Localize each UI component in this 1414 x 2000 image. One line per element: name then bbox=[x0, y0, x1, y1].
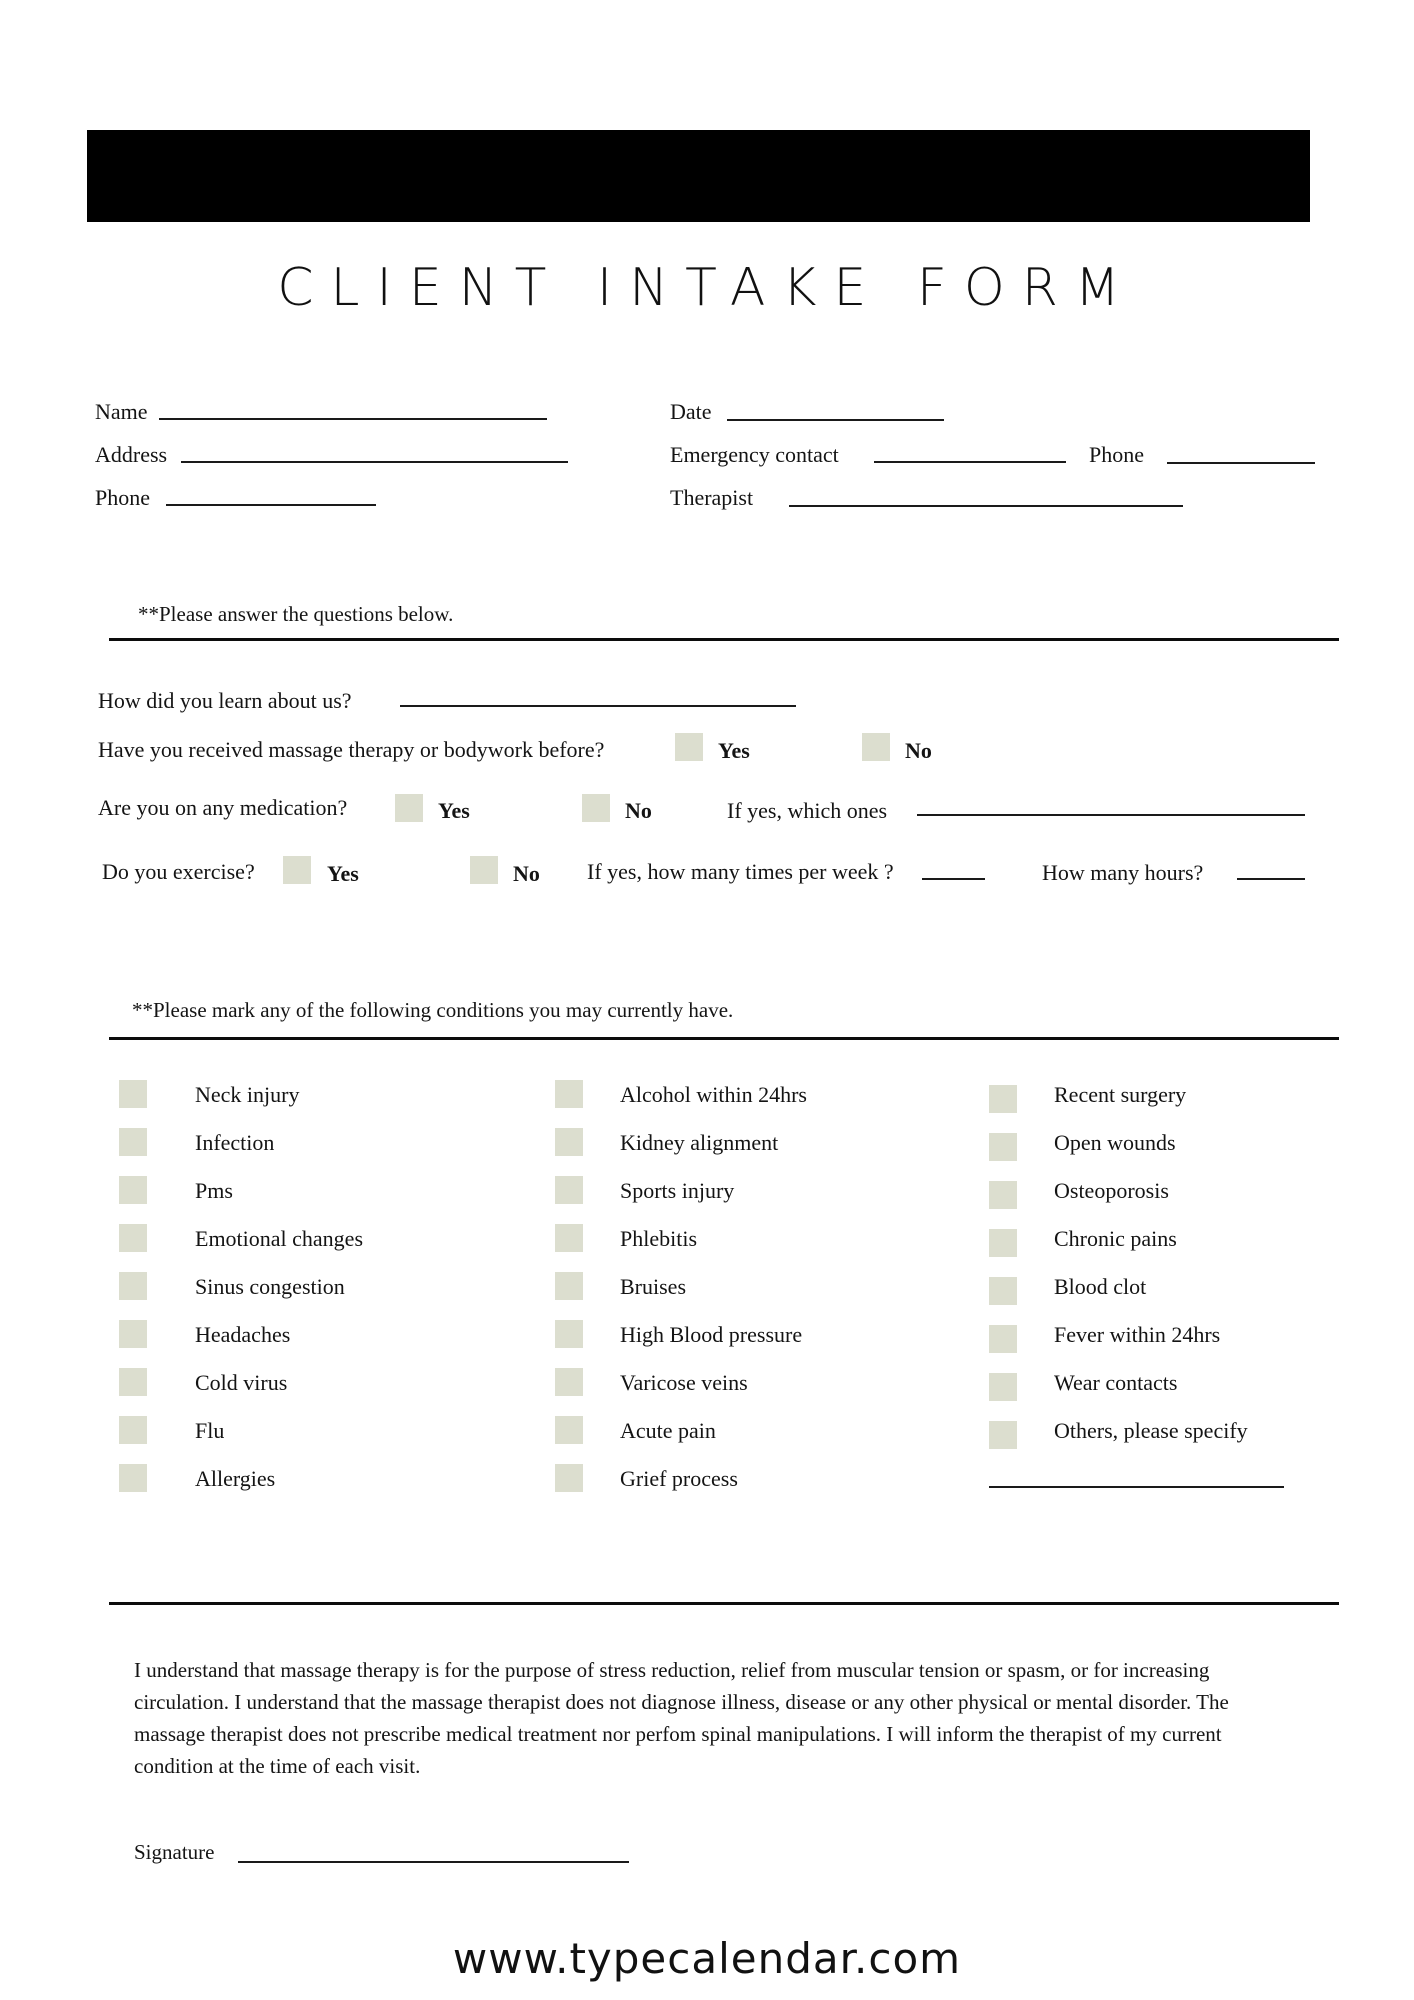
condition-label: Sinus congestion bbox=[195, 1274, 345, 1299]
question-prior-massage: Have you received massage therapy or bodywork before? bbox=[98, 737, 605, 762]
phone-field[interactable] bbox=[166, 504, 376, 506]
condition-checkbox[interactable] bbox=[555, 1320, 583, 1348]
other-condition-specify-field[interactable] bbox=[989, 1486, 1284, 1488]
question-exercise: Do you exercise? bbox=[102, 859, 255, 884]
condition-checkbox[interactable] bbox=[989, 1277, 1017, 1305]
condition-label: Cold virus bbox=[195, 1370, 288, 1395]
condition-label: Others, please specify bbox=[1054, 1418, 1248, 1443]
condition-label: Emotional changes bbox=[195, 1226, 364, 1251]
address-label: Address bbox=[95, 442, 168, 467]
prior-massage-yes-checkbox[interactable] bbox=[675, 733, 703, 761]
condition-label: Kidney alignment bbox=[620, 1130, 779, 1155]
condition-checkbox[interactable] bbox=[555, 1464, 583, 1492]
condition-checkbox[interactable] bbox=[989, 1373, 1017, 1401]
condition-label: Blood clot bbox=[1054, 1274, 1147, 1299]
condition-label: Bruises bbox=[620, 1274, 686, 1299]
signature-field[interactable] bbox=[238, 1861, 629, 1863]
prior-massage-yes-label: Yes bbox=[718, 738, 750, 763]
exercise-no-label: No bbox=[513, 861, 540, 886]
medication-which-field[interactable] bbox=[917, 814, 1305, 816]
question-medication: Are you on any medication? bbox=[98, 795, 348, 820]
emergency-contact-field[interactable] bbox=[874, 461, 1066, 463]
condition-checkbox[interactable] bbox=[119, 1272, 147, 1300]
condition-checkbox[interactable] bbox=[119, 1128, 147, 1156]
header-banner bbox=[87, 130, 1310, 222]
conditions-instruction: **Please mark any of the following conditions you may currently have. bbox=[132, 998, 734, 1022]
questions-instruction: **Please answer the questions below. bbox=[138, 602, 454, 626]
medication-yes-label: Yes bbox=[438, 798, 470, 823]
learn-about-us-field[interactable] bbox=[400, 705, 796, 707]
medication-followup-label: If yes, which ones bbox=[727, 798, 888, 823]
date-label: Date bbox=[670, 399, 712, 424]
condition-checkbox[interactable] bbox=[555, 1416, 583, 1444]
medication-no-label: No bbox=[625, 798, 652, 823]
condition-checkbox[interactable] bbox=[555, 1368, 583, 1396]
condition-label: Acute pain bbox=[620, 1418, 716, 1443]
medication-no-checkbox[interactable] bbox=[582, 794, 610, 822]
form-title: CLIENT INTAKE FORM bbox=[277, 258, 1137, 318]
condition-checkbox[interactable] bbox=[119, 1176, 147, 1204]
therapist-label: Therapist bbox=[670, 485, 754, 510]
condition-label: Allergies bbox=[195, 1466, 276, 1491]
condition-label: Osteoporosis bbox=[1054, 1178, 1169, 1203]
signature-label: Signature bbox=[134, 1840, 215, 1864]
prior-massage-no-checkbox[interactable] bbox=[862, 733, 890, 761]
emergency-phone-field[interactable] bbox=[1167, 462, 1315, 464]
condition-checkbox[interactable] bbox=[989, 1325, 1017, 1353]
condition-checkbox[interactable] bbox=[555, 1272, 583, 1300]
condition-label: Sports injury bbox=[620, 1178, 735, 1203]
emergency-phone-label: Phone bbox=[1089, 442, 1144, 467]
condition-checkbox[interactable] bbox=[555, 1128, 583, 1156]
exercise-no-checkbox[interactable] bbox=[470, 856, 498, 884]
section-divider bbox=[109, 638, 1339, 641]
section-divider bbox=[109, 1602, 1339, 1605]
prior-massage-no-label: No bbox=[905, 738, 932, 763]
exercise-frequency-label: If yes, how many times per week ? bbox=[587, 859, 894, 884]
phone-label: Phone bbox=[95, 485, 150, 510]
condition-checkbox[interactable] bbox=[989, 1085, 1017, 1113]
condition-checkbox[interactable] bbox=[119, 1416, 147, 1444]
condition-label: Alcohol within 24hrs bbox=[620, 1082, 807, 1107]
condition-label: Open wounds bbox=[1054, 1130, 1176, 1155]
name-field[interactable] bbox=[159, 418, 547, 420]
condition-checkbox[interactable] bbox=[555, 1176, 583, 1204]
name-label: Name bbox=[95, 399, 148, 424]
exercise-frequency-field[interactable] bbox=[922, 878, 985, 880]
condition-checkbox[interactable] bbox=[555, 1080, 583, 1108]
condition-label: Flu bbox=[195, 1418, 225, 1443]
emergency-contact-label: Emergency contact bbox=[670, 442, 839, 467]
condition-checkbox[interactable] bbox=[555, 1224, 583, 1252]
condition-label: Wear contacts bbox=[1054, 1370, 1178, 1395]
condition-label: Varicose veins bbox=[620, 1370, 748, 1395]
exercise-yes-checkbox[interactable] bbox=[283, 856, 311, 884]
footer-website: www.typecalendar.com bbox=[452, 1934, 962, 1983]
condition-checkbox[interactable] bbox=[119, 1464, 147, 1492]
condition-label: Recent surgery bbox=[1054, 1082, 1187, 1107]
condition-checkbox[interactable] bbox=[119, 1224, 147, 1252]
therapist-field[interactable] bbox=[789, 505, 1183, 507]
condition-label: Headaches bbox=[195, 1322, 291, 1347]
consent-paragraph: I understand that massage therapy is for the purpose of stress reduction, relief from muscular tension or spasm, or for increasing circulation. I understand that the massage therapist does not diagnose illness, disease or any other physical or mental disorder. The massage therapist does not prescribe medical treatment nor perfom spinal manipulations. I will inform the therapist of my current condition at the time of each visit. bbox=[134, 1658, 1229, 1778]
condition-label: Neck injury bbox=[195, 1082, 300, 1107]
address-field[interactable] bbox=[181, 461, 568, 463]
condition-label: Chronic pains bbox=[1054, 1226, 1177, 1251]
condition-checkbox[interactable] bbox=[989, 1181, 1017, 1209]
condition-checkbox[interactable] bbox=[989, 1229, 1017, 1257]
condition-label: Fever within 24hrs bbox=[1054, 1322, 1221, 1347]
condition-label: High Blood pressure bbox=[620, 1322, 803, 1347]
medication-yes-checkbox[interactable] bbox=[395, 794, 423, 822]
date-field[interactable] bbox=[727, 419, 944, 421]
condition-label: Pms bbox=[195, 1178, 233, 1203]
condition-checkbox[interactable] bbox=[989, 1133, 1017, 1161]
condition-label: Phlebitis bbox=[620, 1226, 698, 1251]
question-learn-about-us: How did you learn about us? bbox=[98, 688, 352, 713]
condition-checkbox[interactable] bbox=[119, 1080, 147, 1108]
condition-checkbox[interactable] bbox=[989, 1421, 1017, 1449]
exercise-hours-label: How many hours? bbox=[1042, 860, 1204, 885]
condition-label: Grief process bbox=[620, 1466, 738, 1491]
exercise-hours-field[interactable] bbox=[1237, 878, 1305, 880]
condition-checkbox[interactable] bbox=[119, 1320, 147, 1348]
exercise-yes-label: Yes bbox=[327, 861, 359, 886]
condition-label: Infection bbox=[195, 1130, 275, 1155]
condition-checkbox[interactable] bbox=[119, 1368, 147, 1396]
section-divider bbox=[109, 1037, 1339, 1040]
